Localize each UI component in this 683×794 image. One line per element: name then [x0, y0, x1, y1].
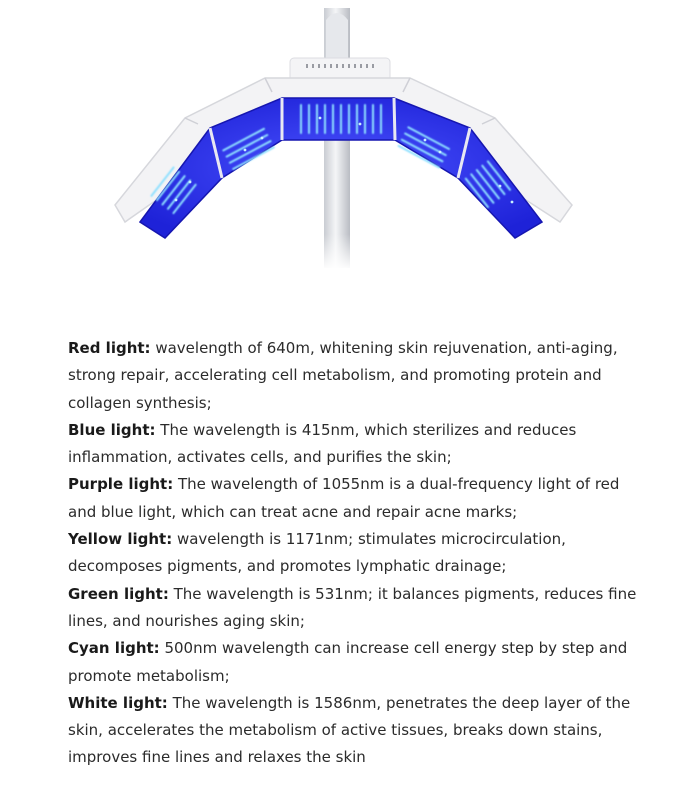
light-entry-blue	[68, 417, 648, 472]
light-text: The wavelength of 1055nm is a dual-frequency light of red and blue light, which can treat acne and repair acne marks;	[68, 475, 620, 521]
light-label: Blue light:	[68, 420, 156, 439]
light-text: wavelength is 1171nm; stimulates microcirculation, decomposes pigments, and promotes lymphatic drainage;	[68, 530, 566, 576]
light-text: 500nm wavelength can increase cell energy step by step and promote metabolism;	[68, 639, 628, 685]
led-light-therapy-panel-icon	[0, 0, 683, 300]
light-entry-cyan	[68, 635, 648, 690]
light-descriptions	[68, 335, 648, 772]
light-label: Yellow light:	[68, 530, 173, 549]
light-text: wavelength of 640m, whitening skin rejuvenation, anti-aging, strong repair, accelerating cell metabolism, and promoting protein and collagen synthesis;	[68, 339, 618, 412]
light-text: The wavelength is 531nm; it balances pigments, reduces fine lines, and nourishes aging skin;	[68, 584, 637, 630]
light-label: Red light:	[68, 339, 151, 357]
light-entry-yellow	[68, 526, 648, 581]
light-entry-green	[68, 581, 648, 636]
light-entry-white	[68, 690, 648, 772]
light-text: The wavelength is 415nm, which sterilizes and reduces inflammation, activates cells, and purifies the skin;	[68, 420, 577, 467]
light-label: White light:	[68, 693, 168, 712]
light-entry-red	[68, 335, 648, 417]
light-text: The wavelength is 1586nm, penetrates the deep layer of the skin, accelerates the metabolism of active tissues, breaks down stains, improves fine lines and relaxes the skin	[68, 693, 631, 767]
light-label: Cyan light:	[68, 639, 160, 658]
light-entry-purple	[68, 471, 648, 526]
light-label: Green light:	[68, 584, 169, 603]
light-label: Purple light:	[68, 475, 174, 494]
